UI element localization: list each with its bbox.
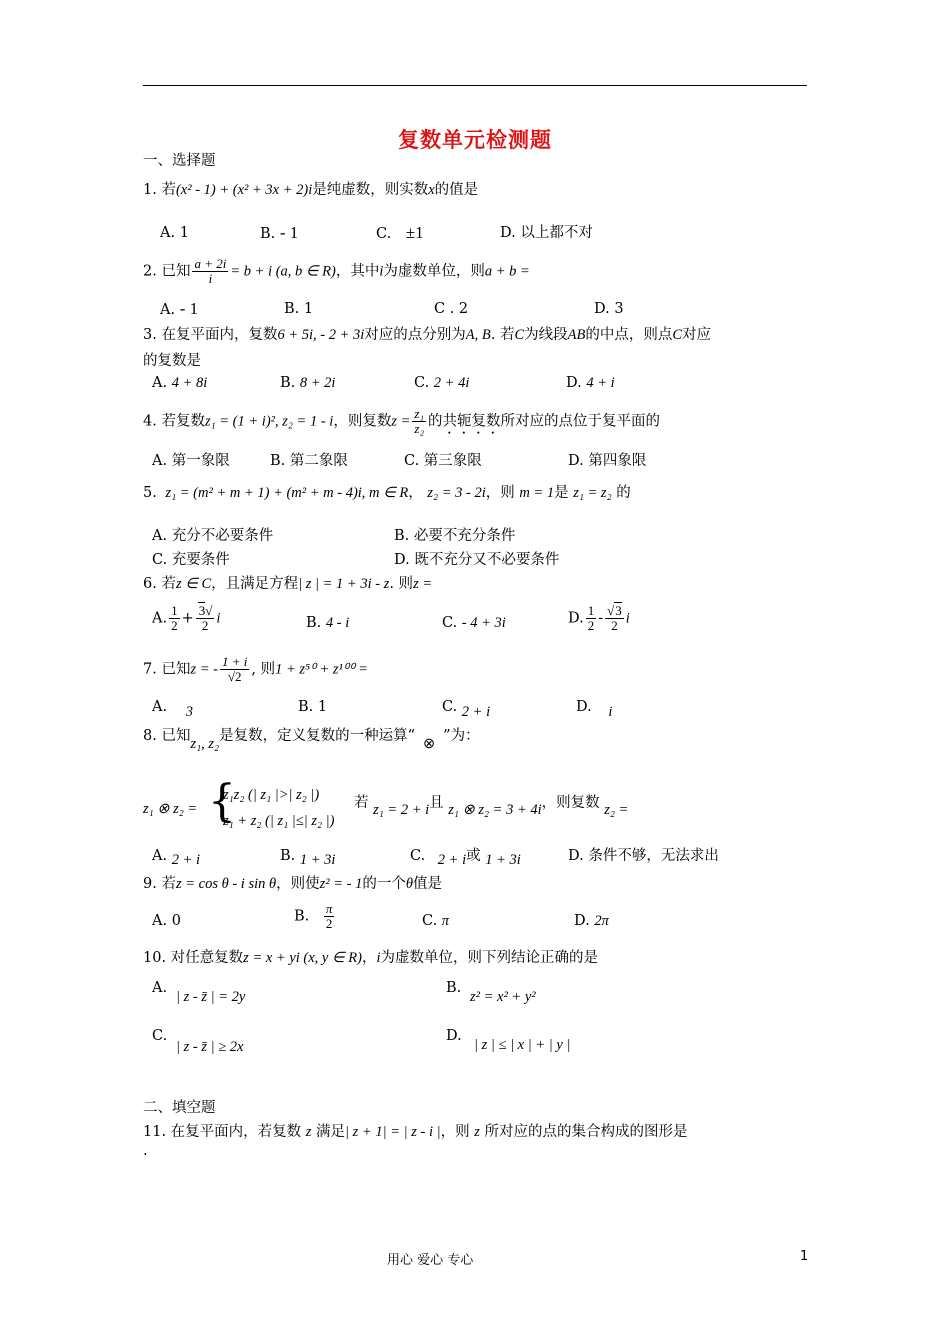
q5-option-b[interactable]: B. 必要不充分条件 (394, 528, 516, 544)
q11-blank-end: . (143, 1143, 148, 1159)
question-3-line2: 的复数是 (143, 353, 201, 369)
q3-option-d[interactable]: D. 4 + i (566, 375, 615, 391)
q4-option-c[interactable]: C. 第三象限 (404, 453, 482, 469)
q2-option-c[interactable]: C . 2 (434, 301, 469, 317)
q5-option-a[interactable]: A. 充分不必要条件 (152, 528, 274, 544)
q10-option-b-value: z² = x² + y² (470, 989, 536, 1005)
q3-option-a[interactable]: A. 4 + 8i (152, 375, 208, 391)
question-10: 10. 对任意复数z = x + yi (x, y ∈ R)，i为虚数单位，则下列结论正确的是 (143, 950, 598, 966)
q10-option-a-value: | z - z̄ | = 2y (176, 989, 246, 1005)
q4-option-b[interactable]: B. 第二象限 (270, 453, 348, 469)
question-9: 9. 若z = cos θ - i sin θ，则使z² = - 1的一个θ值是 (143, 876, 442, 892)
q6-option-d[interactable]: D. $\frac{1}{2}$ - $\frac{√3}{2}$ i (568, 603, 630, 633)
q10-option-d[interactable]: D. (446, 1028, 462, 1044)
q4-option-a[interactable]: A. 第一象限 (152, 453, 230, 469)
q1-option-a[interactable]: A. 1 (160, 225, 189, 241)
q9-option-a[interactable]: A. 0 (152, 913, 181, 929)
q8-option-d[interactable]: D. 条件不够，无法求出 (568, 848, 719, 864)
q10-option-b[interactable]: B. (446, 980, 462, 996)
q10-option-c[interactable]: C. (152, 1028, 168, 1044)
question-8: 8. 已知z₁, z₂是复数，定义复数的一种运算“ ⊗ ”为： (143, 728, 480, 752)
q8-option-b[interactable]: B. 1 + 3i (280, 848, 336, 868)
question-6: 6. 若z ∈ C，且满足方程| z | = 1 + 3i - z. 则z = (143, 576, 433, 592)
q9-option-d[interactable]: D. 2π (574, 913, 609, 929)
q8-option-c[interactable]: C. 2 + i或 1 + 3i (410, 848, 521, 868)
q1-option-c[interactable]: C. ±1 (376, 223, 424, 242)
q10-option-d-value: | z | ≤ | x | + | y | (474, 1037, 571, 1053)
q1-option-d[interactable]: D. 以上都不对 (500, 225, 593, 241)
section-fill: 二、填空题 (143, 1100, 216, 1116)
q10-option-c-value: | z - z̄ | ≥ 2x (176, 1039, 244, 1055)
page-number: 1 (800, 1249, 809, 1264)
footer-slogan: 用心 爱心 专心 (387, 1253, 474, 1268)
q5-option-c[interactable]: C. 充要条件 (152, 552, 230, 568)
header-rule (143, 85, 807, 86)
q6-option-a[interactable]: A. $\frac{1}{2}$ + $\frac{3√}{2}$ i (152, 603, 221, 633)
question-3-line1: 3. 在复平面内，复数6 + 5i, - 2 + 3i对应的点分别为A, B. 若C为线段AB的中点，则点C对应 (143, 327, 712, 343)
q6-option-b[interactable]: B. 4 - i (306, 615, 350, 631)
section-choice: 一、选择题 (143, 153, 216, 169)
q8-option-a[interactable]: A. 2 + i (152, 848, 201, 868)
q7-option-c[interactable]: C. 2 + i (442, 699, 491, 720)
question-5: 5. z₁ = (m² + m + 1) + (m² + m - 4)i, m ∈ R， z₂ = 3 - 2i，则 m = 1是 z₁ = z₂ 的 (143, 485, 631, 501)
q3-option-b[interactable]: B. 8 + 2i (280, 375, 336, 391)
q1-option-b[interactable]: B. - 1 (260, 223, 299, 242)
q2-option-b[interactable]: B. 1 (284, 301, 314, 317)
q9-option-b[interactable]: B. $\frac{\pi}{2}$ (294, 901, 333, 931)
q7-option-d[interactable]: D. i (576, 699, 613, 720)
question-1: 1. 若(x² - 1) + (x² + 3x + 2)i是纯虚数，则实数x的值是 (143, 182, 479, 198)
question-11: 11. 在复平面内，若复数 z 满足| z + 1| = | z - i |，则 z 所对应的点的集合构成的图形是 (143, 1124, 688, 1140)
q2-option-d[interactable]: D. 3 (594, 301, 624, 317)
q8-definition: z₁ ⊗ z₂ = { z₁z₂ (| z₁ |>| z₂ |) z₁ + z₂ (| z₁ |≤| z₂ |) (143, 776, 335, 829)
page-title: 复数单元检测题 (398, 128, 552, 152)
q10-option-a[interactable]: A. (152, 980, 168, 996)
q8-condition: 若 z₁ = 2 + i且 z₁ ⊗ z₂ = 3 + 4i，则复数 z₂ = (354, 795, 629, 818)
q9-option-c[interactable]: C. π (422, 913, 450, 929)
q7-option-a[interactable]: A. 3 (152, 699, 193, 720)
question-4: 4. 若复数z₁ = (1 + i)², z₂ = 1 - i，则复数z = $\frac{\text{z₁}}{\text{z₂}}$ 的共轭复数所对应的点位于复平面的 (143, 406, 660, 436)
q5-option-d[interactable]: D. 既不充分又不必要条件 (394, 552, 560, 568)
q6-option-c[interactable]: C. - 4 + 3i (442, 615, 506, 631)
question-7: 7. 已知z = - $\frac{1 + i}{√2}$ , 则1 + z⁵⁰ + z¹⁰⁰ = (143, 654, 368, 684)
question-2: 2. 已知 $\frac{a + 2i}{i}$ = b + i (a, b ∈ R)，其中i为虚数单位，则a + b = (143, 256, 530, 286)
q4-option-d[interactable]: D. 第四象限 (568, 453, 647, 469)
q2-option-a[interactable]: A. - 1 (160, 299, 199, 318)
q3-option-c[interactable]: C. 2 + 4i (414, 375, 470, 391)
q7-option-b[interactable]: B. 1 (298, 699, 328, 715)
